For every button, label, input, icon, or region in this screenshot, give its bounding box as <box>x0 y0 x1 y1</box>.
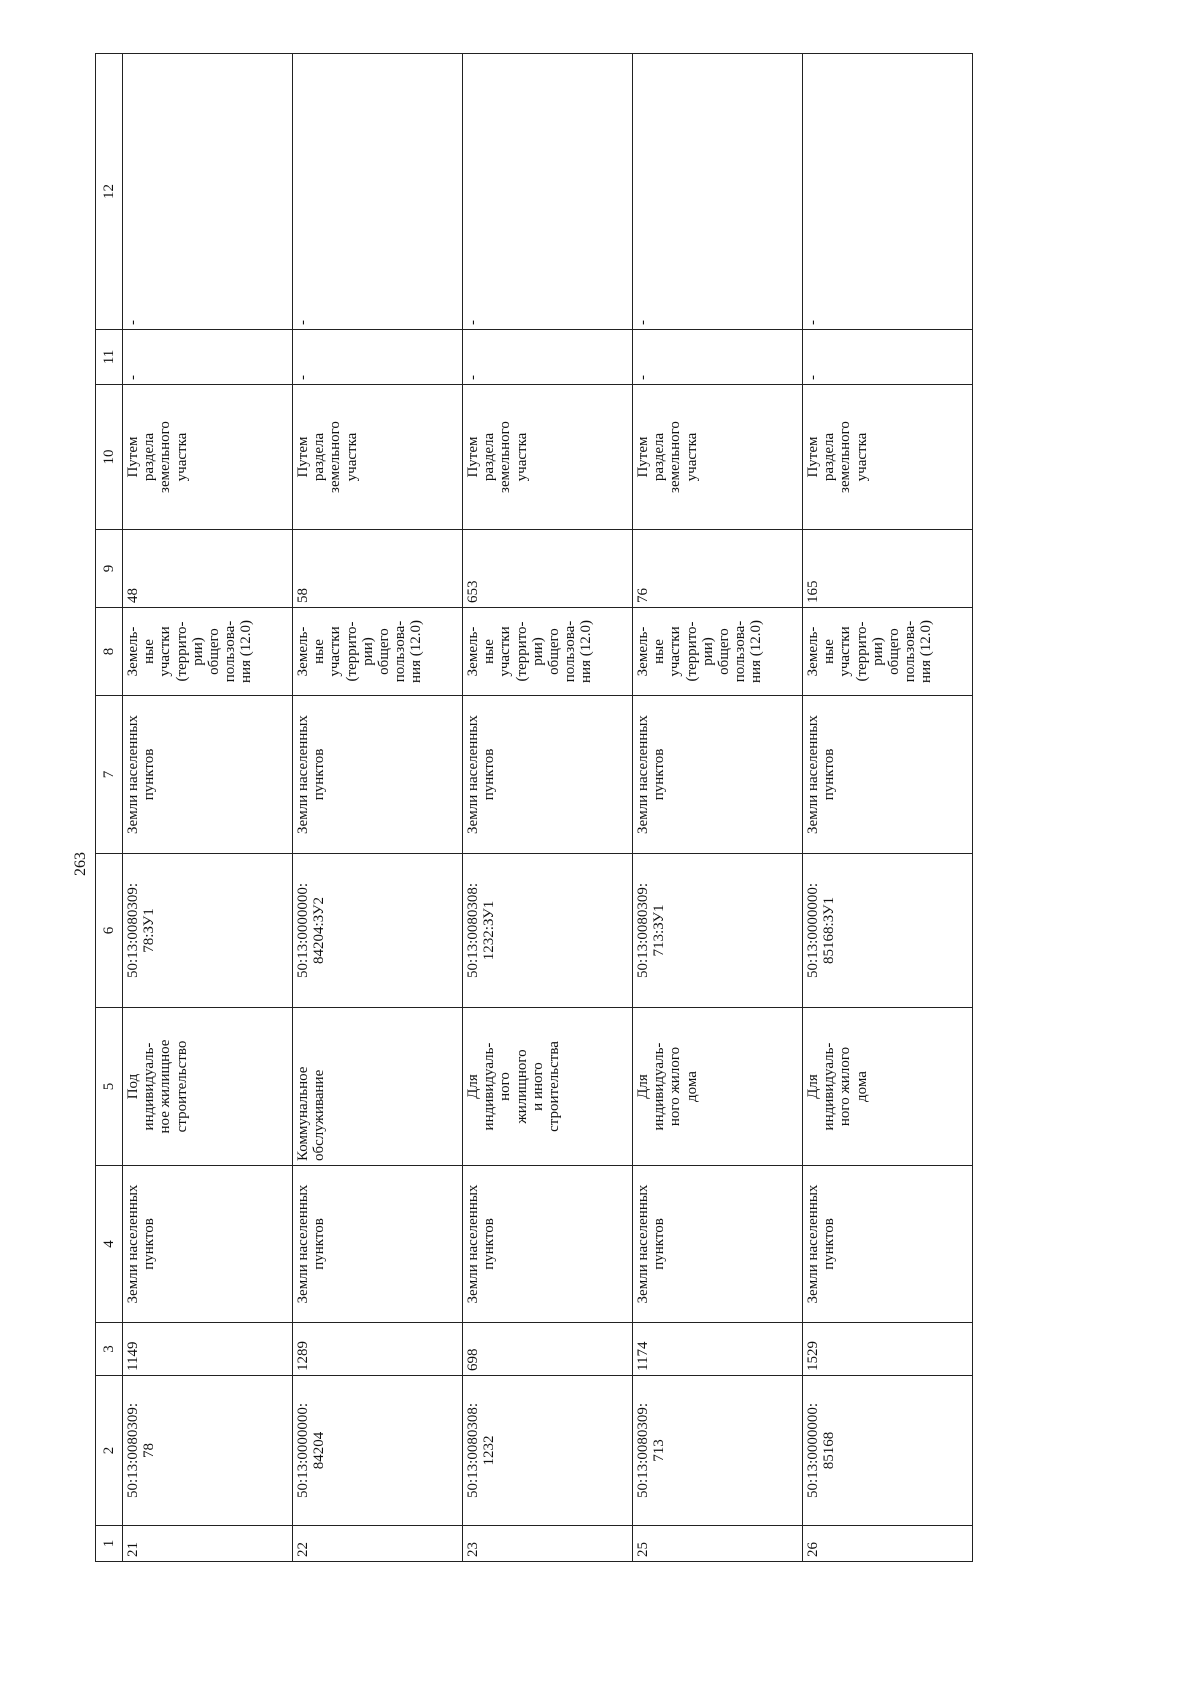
land-category-cell: Земли населенных пунктов <box>803 1166 973 1323</box>
new-plot-number-cell: 50:13:0080309: 713:ЗУ1 <box>633 854 803 1008</box>
row-number-cell: 26 <box>803 1526 973 1562</box>
new-land-category-cell: Земли населенных пунктов <box>633 696 803 854</box>
formation-method-cell: Путем раздела земельного участка <box>123 385 293 530</box>
header-row <box>96 54 123 1562</box>
table-row <box>633 54 803 1562</box>
permitted-use-cell: Для индивидуаль- ного жилого дома <box>803 1008 973 1166</box>
table-row <box>463 54 633 1562</box>
column-header: 11 <box>96 330 123 385</box>
page-number: 263 <box>72 852 89 876</box>
row-number-cell: 22 <box>293 1526 463 1562</box>
new-area-cell: 48 <box>123 530 293 608</box>
row-number-cell: 25 <box>633 1526 803 1562</box>
column-header: 10 <box>96 385 123 530</box>
land-category-cell: Земли населенных пунктов <box>633 1166 803 1323</box>
table-row <box>123 54 293 1562</box>
column-header: 8 <box>96 608 123 696</box>
column-header: 6 <box>96 854 123 1008</box>
formation-method-cell: Путем раздела земельного участка <box>633 385 803 530</box>
land-plot-table <box>95 53 973 1562</box>
column-header: 5 <box>96 1008 123 1166</box>
column-header: 4 <box>96 1166 123 1323</box>
new-plot-number-cell: 50:13:0000000: 85168:ЗУ1 <box>803 854 973 1008</box>
cadastral-number-cell: 50:13:0080309: 713 <box>633 1376 803 1526</box>
new-plot-number-cell: 50:13:0080308: 1232:ЗУ1 <box>463 854 633 1008</box>
area-cell: 1174 <box>633 1323 803 1376</box>
new-plot-number-cell: 50:13:0080309: 78:ЗУ1 <box>123 854 293 1008</box>
new-area-cell: 653 <box>463 530 633 608</box>
formation-method-cell: Путем раздела земельного участка <box>463 385 633 530</box>
cadastral-number-cell: 50:13:0080309: 78 <box>123 1376 293 1526</box>
area-cell: 1529 <box>803 1323 973 1376</box>
column-header: 9 <box>96 530 123 608</box>
row-number-cell: 21 <box>123 1526 293 1562</box>
formation-method-cell: Путем раздела земельного участка <box>803 385 973 530</box>
new-area-cell: 165 <box>803 530 973 608</box>
new-permitted-use-cell: Земель- ные участки (террито- рии) общего пользова- ния (12.0) <box>633 608 803 696</box>
cadastral-number-cell: 50:13:0000000: 84204 <box>293 1376 463 1526</box>
permitted-use-cell: Коммунальное обслуживание <box>293 1008 463 1166</box>
column-12-cell: - <box>123 54 293 330</box>
column-header: 2 <box>96 1376 123 1526</box>
new-permitted-use-cell: Земель- ные участки (террито- рии) общего пользова- ния (12.0) <box>803 608 973 696</box>
new-permitted-use-cell: Земель- ные участки (террито- рии) общего пользова- ния (12.0) <box>123 608 293 696</box>
new-area-cell: 58 <box>293 530 463 608</box>
new-permitted-use-cell: Земель- ные участки (террито- рии) общего пользова- ния (12.0) <box>293 608 463 696</box>
cadastral-number-cell: 50:13:0080308: 1232 <box>463 1376 633 1526</box>
permitted-use-cell: Для индивидуаль- ного жилищного и иного строительства <box>463 1008 633 1166</box>
land-category-cell: Земли населенных пунктов <box>463 1166 633 1323</box>
column-11-cell: - <box>293 330 463 385</box>
column-11-cell: - <box>123 330 293 385</box>
column-12-cell: - <box>803 54 973 330</box>
column-11-cell: - <box>463 330 633 385</box>
area-cell: 698 <box>463 1323 633 1376</box>
rotated-table-container <box>95 54 973 1562</box>
new-permitted-use-cell: Земель- ные участки (террито- рии) общего пользова- ния (12.0) <box>463 608 633 696</box>
column-12-cell: - <box>293 54 463 330</box>
formation-method-cell: Путем раздела земельного участка <box>293 385 463 530</box>
area-cell: 1149 <box>123 1323 293 1376</box>
permitted-use-cell: Для индивидуаль- ного жилого дома <box>633 1008 803 1166</box>
column-header: 3 <box>96 1323 123 1376</box>
land-category-cell: Земли населенных пунктов <box>123 1166 293 1323</box>
area-cell: 1289 <box>293 1323 463 1376</box>
column-11-cell: - <box>803 330 973 385</box>
table-row <box>803 54 973 1562</box>
column-header: 1 <box>96 1526 123 1562</box>
new-land-category-cell: Земли населенных пунктов <box>293 696 463 854</box>
column-12-cell: - <box>633 54 803 330</box>
new-land-category-cell: Земли населенных пунктов <box>123 696 293 854</box>
land-category-cell: Земли населенных пунктов <box>293 1166 463 1323</box>
row-number-cell: 23 <box>463 1526 633 1562</box>
new-area-cell: 76 <box>633 530 803 608</box>
permitted-use-cell: Под индивидуаль- ное жилищное строительство <box>123 1008 293 1166</box>
table-row <box>293 54 463 1562</box>
cadastral-number-cell: 50:13:0000000: 85168 <box>803 1376 973 1526</box>
new-plot-number-cell: 50:13:0000000: 84204:ЗУ2 <box>293 854 463 1008</box>
new-land-category-cell: Земли населенных пунктов <box>463 696 633 854</box>
column-11-cell: - <box>633 330 803 385</box>
column-header: 7 <box>96 696 123 854</box>
column-header: 12 <box>96 54 123 330</box>
new-land-category-cell: Земли населенных пунктов <box>803 696 973 854</box>
column-12-cell: - <box>463 54 633 330</box>
